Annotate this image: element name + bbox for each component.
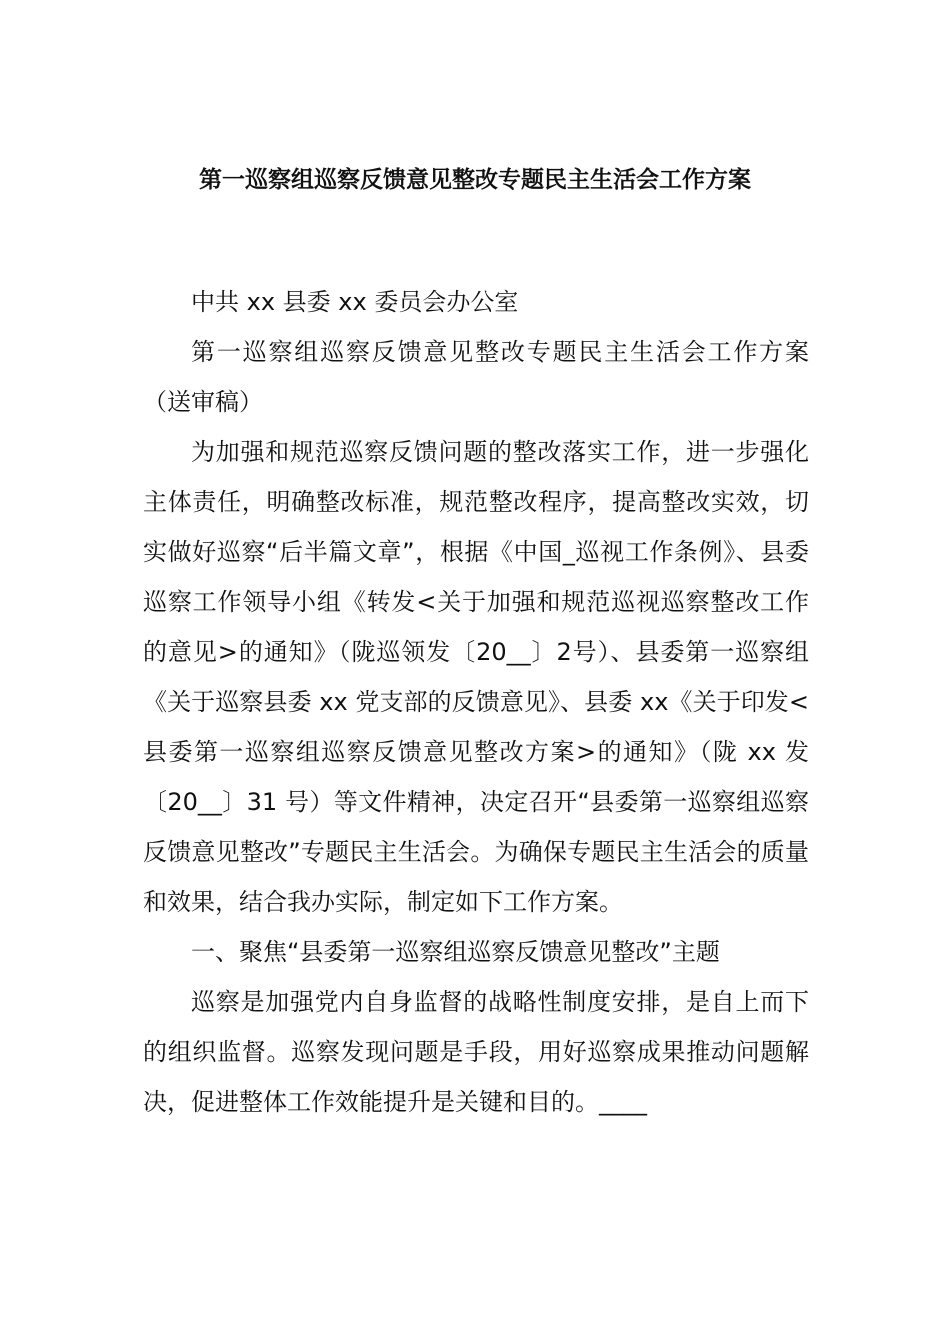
- document-subtitle: 第一巡察组巡察反馈意见整改专题民主生活会工作方案（送审稿）: [143, 338, 809, 416]
- document-body: [143, 277, 809, 1127]
- issuing-office: 中共 xx 县委 xx 委员会办公室: [191, 288, 519, 316]
- section-heading-1: 一、聚焦“县委第一巡察组巡察反馈意见整改”主题: [191, 938, 720, 966]
- section-1-paragraph: 巡察是加强党内自身监督的战略性制度安排，是自上而下的组织监督。巡察发现问题是手段，用好巡察成果推动问题解决，促进整体工作效能提升是关键和目的。____: [143, 988, 809, 1116]
- document-title: 第一巡察组巡察反馈意见整改专题民主生活会工作方案: [199, 167, 751, 193]
- intro-paragraph: 为加强和规范巡察反馈问题的整改落实工作，进一步强化主体责任，明确整改标准，规范整改程序，提高整改实效，切实做好巡察“后半篇文章”，根据《中国_巡视工作条例》、县委巡察工作领导小组《转发<关于加强和规范巡视巡察整改工作的意见>的通知》（陇巡领发〔20__〕2号）、县委第一巡察组《关于巡察县委 xx 党支部的反馈意见》、县委 xx《关于印发<县委第一巡察组巡察反馈意见整改方案>的通知》（陇 xx 发〔20__〕31 号）等文件精神，决定召开“县委第一巡察组巡察反馈意见整改”专题民主生活会。为确保专题民主生活会的质量和效果，结合我办实际，制定如下工作方案。: [143, 438, 809, 916]
